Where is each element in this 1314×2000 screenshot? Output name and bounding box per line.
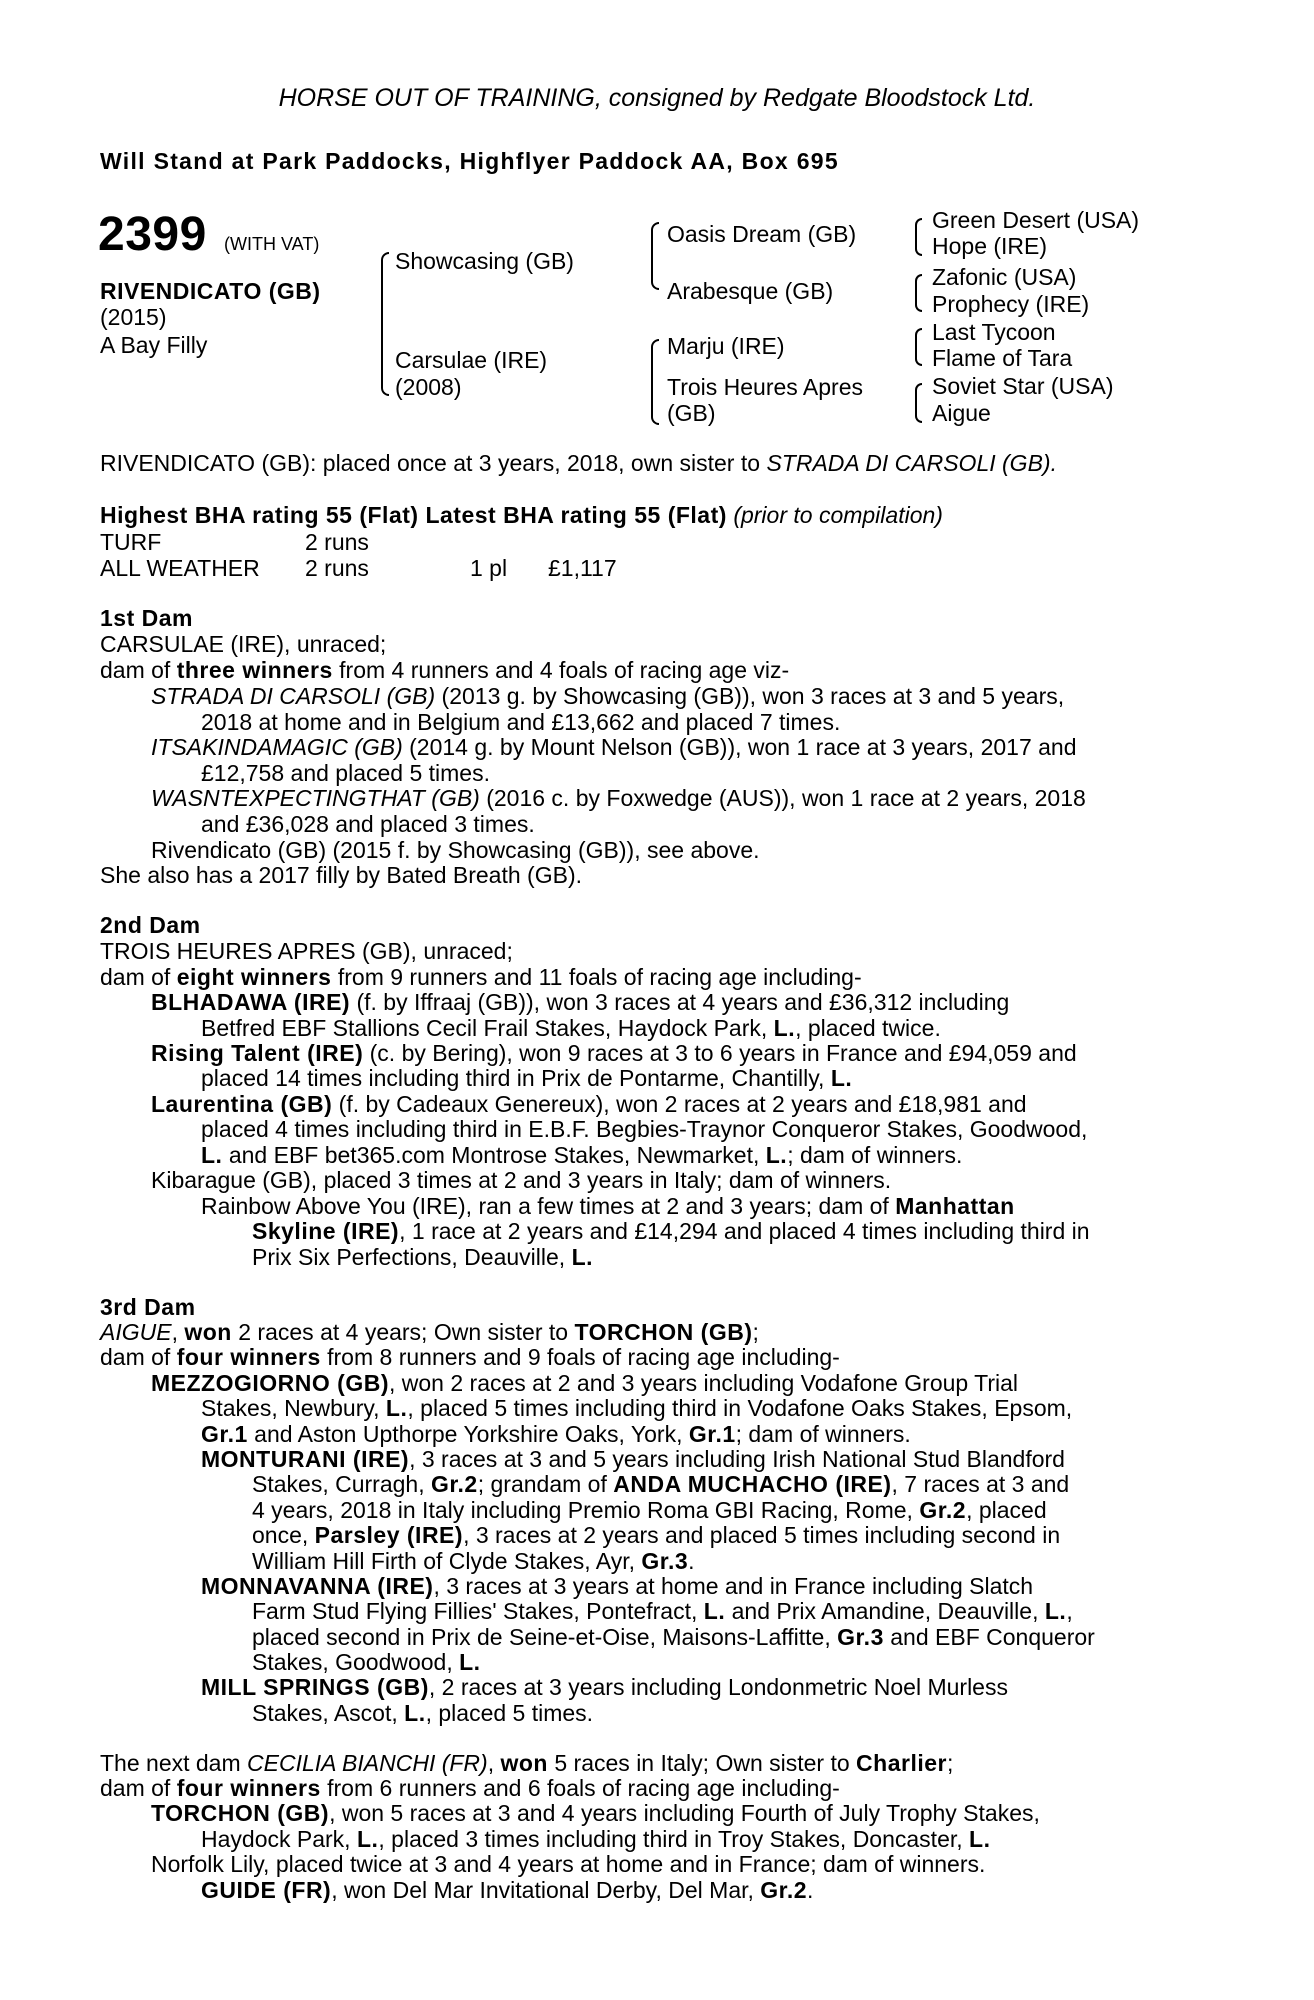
- t: dam of: [100, 1775, 177, 1801]
- nextdam-line2: [100, 1776, 840, 1802]
- t: dam of: [100, 657, 177, 683]
- winners-count: three winners: [176, 657, 333, 683]
- t: placed 14 times including third in Prix de Pontarme, Chantilly,: [201, 1065, 831, 1091]
- turf-label: TURF: [100, 529, 162, 555]
- t: ,: [487, 1750, 501, 1776]
- summary-line: [100, 451, 1057, 477]
- t: L.: [773, 1015, 796, 1041]
- dam-dam: Trois Heures Apres: [667, 374, 863, 400]
- sire-sire: Oasis Dream (GB): [667, 221, 857, 247]
- t: , 3 races at 3 years at home and in France including Slatch: [433, 1573, 1034, 1599]
- t: The next dam: [100, 1750, 248, 1776]
- dam2-d3: [252, 1219, 1204, 1245]
- pedigree-brace-sd: [915, 274, 922, 312]
- dam1-entry3-cont: and £36,028 and placed 3 times.: [201, 811, 535, 837]
- sds: Zafonic (USA): [932, 264, 1077, 290]
- sss: Green Desert (USA): [932, 207, 1140, 233]
- t: Rainbow Above You (IRE), ran a few times at 2 and 3 years; dam of: [201, 1193, 896, 1219]
- dam1-entry2: [151, 735, 1204, 761]
- t: dam of: [100, 1344, 177, 1370]
- t: (2013 g. by Showcasing (GB)), won 3 races at 3 and 5 years,: [435, 683, 1065, 709]
- t: , placed 3 times including third in Troy Stakes, Doncaster,: [378, 1826, 970, 1852]
- dam2-b2: [201, 1066, 852, 1092]
- t: from 9 runners and 11 foals of racing age including-: [331, 964, 862, 990]
- t: from 4 runners and 4 foals of racing age viz-: [332, 657, 790, 683]
- t: WASNTEXPECTINGTHAT (GB): [151, 785, 480, 811]
- dam1-entry1: [151, 684, 1204, 710]
- t: Haydock Park,: [201, 1826, 357, 1852]
- t: Stakes, Curragh,: [252, 1471, 431, 1497]
- vat-label: (WITH VAT): [224, 234, 320, 254]
- dam3-o2: [252, 1599, 1204, 1625]
- dam3-n4: [252, 1523, 1204, 1549]
- t: , placed 5 times.: [425, 1700, 594, 1726]
- t: from 8 runners and 9 foals of racing age including-: [320, 1344, 840, 1370]
- dss: Last Tycoon: [932, 319, 1056, 345]
- sire-name: Showcasing (GB): [395, 248, 574, 274]
- pedigree-brace-dam: [651, 339, 659, 425]
- dds: Soviet Star (USA): [932, 373, 1114, 399]
- t: .: [807, 1877, 814, 1903]
- t: and EBF bet365.com Montrose Stakes, Newmarket,: [222, 1142, 766, 1168]
- t: ; dam of winners.: [735, 1421, 911, 1447]
- horse-year: (2015): [100, 304, 167, 330]
- dam2-d2: [201, 1194, 1204, 1220]
- dam3-m1: [151, 1371, 1204, 1397]
- dam1-heading: 1st Dam: [100, 605, 193, 631]
- t: ,: [171, 1319, 185, 1345]
- dam2-d4: [252, 1245, 593, 1271]
- dam3-n3: [252, 1498, 1204, 1524]
- t: 2 races at 4 years; Own sister to: [231, 1319, 575, 1345]
- sire-dam: Arabesque (GB): [667, 278, 834, 304]
- nextdam-line1: [100, 1751, 953, 1777]
- t: STRADA DI CARSOLI (GB): [151, 683, 436, 709]
- dam2-a1: [151, 990, 1204, 1016]
- t: ;: [752, 1319, 759, 1345]
- t: MONTURANI (IRE): [201, 1446, 410, 1472]
- dam2-line2: [100, 965, 862, 991]
- t: L.: [969, 1826, 991, 1852]
- t: (2014 g. by Mount Nelson (GB)), won 1 race at 3 years, 2017 and: [402, 734, 1077, 760]
- t: Prix Six Perfections, Deauville,: [252, 1244, 572, 1270]
- t: from 6 runners and 6 foals of racing age including-: [320, 1775, 840, 1801]
- dam3-p1: [201, 1675, 1204, 1701]
- pedigree-brace-dd: [915, 383, 922, 423]
- horse-name: RIVENDICATO (GB): [100, 278, 321, 304]
- t: (c. by Bering), won 9 races at 3 to 6 years in France and £94,059 and: [363, 1040, 1077, 1066]
- dam3-heading: 3rd Dam: [100, 1294, 196, 1320]
- t: placed second in Prix de Seine-et-Oise, Maisons-Laffitte,: [252, 1624, 838, 1650]
- t: L.: [385, 1395, 408, 1421]
- dam3-n1: [201, 1447, 1204, 1473]
- dam3-o3: [252, 1625, 1204, 1651]
- t: L.: [459, 1649, 481, 1675]
- t: dam of: [100, 964, 177, 990]
- t: GUIDE (FR): [201, 1877, 332, 1903]
- t: , placed 5 times including third in Vodafone Oaks Stakes, Epsom,: [407, 1395, 1073, 1421]
- t: William Hill Firth of Clyde Stakes, Ayr,: [252, 1548, 642, 1574]
- dam2-b1: [151, 1041, 1204, 1067]
- pedigree-brace-sire: [651, 222, 659, 290]
- t: ,: [1066, 1598, 1073, 1624]
- pedigree-brace-main: [381, 252, 389, 396]
- page-title: HORSE OUT OF TRAINING, consigned by Redgate Bloodstock Ltd.: [278, 84, 1036, 112]
- t: MONNAVANNA (IRE): [201, 1573, 434, 1599]
- winners-count: four winners: [176, 1344, 321, 1370]
- dam2-c1: [151, 1092, 1204, 1118]
- nextdam-t2: [201, 1827, 990, 1853]
- t: (f. by Iffraaj (GB)), won 3 races at 4 years and £36,312 including: [350, 989, 1010, 1015]
- dam3-n5: [252, 1549, 695, 1575]
- t: Skyline (IRE): [252, 1218, 400, 1244]
- dam3-line2: [100, 1345, 840, 1371]
- dam1-entry5: She also has a 2017 filly by Bated Breath (GB).: [100, 862, 582, 888]
- t: MEZZOGIORNO (GB): [151, 1370, 389, 1396]
- t: TORCHON (GB): [151, 1800, 330, 1826]
- t: Betfred EBF Stallions Cecil Frail Stakes, Haydock Park,: [201, 1015, 774, 1041]
- sdd: Prophecy (IRE): [932, 291, 1090, 317]
- t: and Prix Amandine, Deauville,: [725, 1598, 1045, 1624]
- t: AIGUE: [100, 1319, 172, 1345]
- t: , 7 races at 3 and: [891, 1471, 1070, 1497]
- dsd: Flame of Tara: [932, 345, 1073, 371]
- t: BLHADAWA (IRE): [151, 989, 351, 1015]
- t: won: [184, 1319, 232, 1345]
- t: , won 2 races at 2 and 3 years including Vodafone Group Trial: [388, 1370, 1019, 1396]
- t: , 3 races at 2 years and placed 5 times including second in: [463, 1522, 1061, 1548]
- t: (2016 c. by Foxwedge (AUS)), won 1 race at 2 years, 2018: [479, 785, 1086, 811]
- t: L.: [404, 1700, 426, 1726]
- pedigree-brace-ds: [915, 328, 922, 366]
- horse-description: A Bay Filly: [100, 332, 208, 358]
- winners-count: eight winners: [176, 964, 332, 990]
- t: , placed twice.: [795, 1015, 941, 1041]
- dam3-m2: [201, 1396, 1204, 1422]
- t: and EBF Conqueror: [883, 1624, 1095, 1650]
- dam2-line1: TROIS HEURES APRES (GB), unraced;: [100, 938, 513, 964]
- t: Manhattan: [895, 1193, 1015, 1219]
- lot-number: 2399: [98, 208, 207, 261]
- t: , won Del Mar Invitational Derby, Del Mar,: [331, 1877, 761, 1903]
- dam1-entry4: Rivendicato (GB) (2015 f. by Showcasing (GB)), see above.: [151, 837, 760, 863]
- turf-runs: 2 runs: [305, 529, 369, 555]
- aw-label: ALL WEATHER: [100, 555, 260, 581]
- t: , won 5 races at 3 and 4 years including Fourth of July Trophy Stakes,: [329, 1800, 1040, 1826]
- t: Stakes, Newbury,: [201, 1395, 386, 1421]
- pedigree-brace-ss: [915, 218, 922, 256]
- t: Gr.2: [430, 1471, 478, 1497]
- t: Stakes, Goodwood,: [252, 1649, 460, 1675]
- dam1-entry1-cont: 2018 at home and in Belgium and £13,662 and placed 7 times.: [201, 709, 841, 735]
- dam3-o1: [201, 1574, 1204, 1600]
- t: Laurentina (GB): [151, 1091, 333, 1117]
- dam-name: Carsulae (IRE): [395, 347, 548, 373]
- aw-prize: £1,117: [548, 555, 617, 581]
- aw-placed: 1 pl: [470, 555, 508, 581]
- t: Farm Stud Flying Fillies' Stakes, Pontefract,: [252, 1598, 704, 1624]
- t: , 1 race at 2 years and £14,294 and placed 4 times including third in: [399, 1218, 1090, 1244]
- t: .: [688, 1548, 695, 1574]
- t: won: [500, 1750, 548, 1776]
- rating-line: [100, 503, 943, 529]
- t: (f. by Cadeaux Genereux), won 2 races at 2 years and £18,981 and: [332, 1091, 1027, 1117]
- t: TORCHON (GB): [574, 1319, 753, 1345]
- t: MILL SPRINGS (GB): [201, 1674, 429, 1700]
- dam2-a2: [201, 1016, 941, 1042]
- t: once,: [252, 1522, 315, 1548]
- stand-location: Will Stand at Park Paddocks, Highflyer Paddock AA, Box 695: [100, 148, 839, 174]
- t: L.: [830, 1065, 853, 1091]
- summary-text: RIVENDICATO (GB): placed once at 3 years, 2018, own sister to: [100, 450, 767, 476]
- t: ITSAKINDAMAGIC (GB): [151, 734, 403, 760]
- dam1-entry2-cont: £12,758 and placed 5 times.: [201, 760, 490, 786]
- dam1-entry3: [151, 786, 1204, 812]
- t: , placed: [966, 1497, 1047, 1523]
- t: ; grandam of: [477, 1471, 614, 1497]
- t: L.: [356, 1826, 379, 1852]
- t: 4 years, 2018 in Italy including Premio Roma GBI Racing, Rome,: [252, 1497, 920, 1523]
- dam-dam-country: (GB): [667, 400, 716, 426]
- dam3-o4: [252, 1650, 481, 1676]
- rating-bold: Highest BHA rating 55 (Flat) Latest BHA rating 55 (Flat): [100, 502, 727, 528]
- dam2-heading: 2nd Dam: [100, 912, 201, 938]
- t: ; dam of winners.: [787, 1142, 963, 1168]
- nextdam-g1: [201, 1878, 813, 1904]
- t: Gr.2: [760, 1877, 808, 1903]
- nextdam-n1: Norfolk Lily, placed twice at 3 and 4 years at home and in France; dam of winners.: [151, 1851, 986, 1877]
- t: Gr.3: [641, 1548, 689, 1574]
- dam2-d1: Kibarague (GB), placed 3 times at 2 and 3 years in Italy; dam of winners.: [151, 1167, 892, 1193]
- dam-year: (2008): [395, 374, 462, 400]
- t: Gr.3: [837, 1624, 884, 1650]
- dam1-line2: [100, 658, 789, 684]
- t: CECILIA BIANCHI (FR): [247, 1750, 488, 1776]
- t: ;: [946, 1750, 954, 1776]
- t: Gr.2: [919, 1497, 967, 1523]
- aw-runs: 2 runs: [305, 555, 369, 581]
- t: L.: [571, 1244, 594, 1270]
- dam3-line1: [100, 1320, 759, 1346]
- t: L.: [1044, 1598, 1067, 1624]
- dam3-m3: [201, 1422, 911, 1448]
- summary-sister: STRADA DI CARSOLI (GB).: [766, 450, 1057, 476]
- t: Parsley (IRE): [314, 1522, 464, 1548]
- t: ANDA MUCHACHO (IRE): [613, 1471, 892, 1497]
- dam1-line1: CARSULAE (IRE), unraced;: [100, 631, 387, 657]
- dam-sire: Marju (IRE): [667, 333, 785, 359]
- dam2-c3: [201, 1143, 962, 1169]
- t: Stakes, Ascot,: [252, 1700, 405, 1726]
- t: , 2 races at 3 years including Londonmetric Noel Murless: [428, 1674, 1008, 1700]
- t: L.: [703, 1598, 726, 1624]
- dam3-p2: [252, 1701, 593, 1727]
- t: Gr.1: [688, 1421, 736, 1447]
- t: Gr.1: [201, 1421, 248, 1447]
- ssd: Hope (IRE): [932, 233, 1048, 259]
- t: L.: [201, 1142, 223, 1168]
- t: Rising Talent (IRE): [151, 1040, 364, 1066]
- t: and Aston Upthorpe Yorkshire Oaks, York,: [247, 1421, 689, 1447]
- t: L.: [765, 1142, 788, 1168]
- t: Charlier: [856, 1750, 947, 1776]
- winners-count: four winners: [176, 1775, 321, 1801]
- rating-note: (prior to compilation): [733, 502, 943, 528]
- t: , 3 races at 3 and 5 years including Irish National Stud Blandford: [409, 1446, 1065, 1472]
- t: 5 races in Italy; Own sister to: [547, 1750, 857, 1776]
- dam2-c2: placed 4 times including third in E.B.F. Begbies-Traynor Conqueror Stakes, Goodwood,: [201, 1116, 1088, 1142]
- nextdam-t1: [151, 1801, 1204, 1827]
- dam3-n2: [252, 1472, 1204, 1498]
- ddd: Aigue: [932, 400, 991, 426]
